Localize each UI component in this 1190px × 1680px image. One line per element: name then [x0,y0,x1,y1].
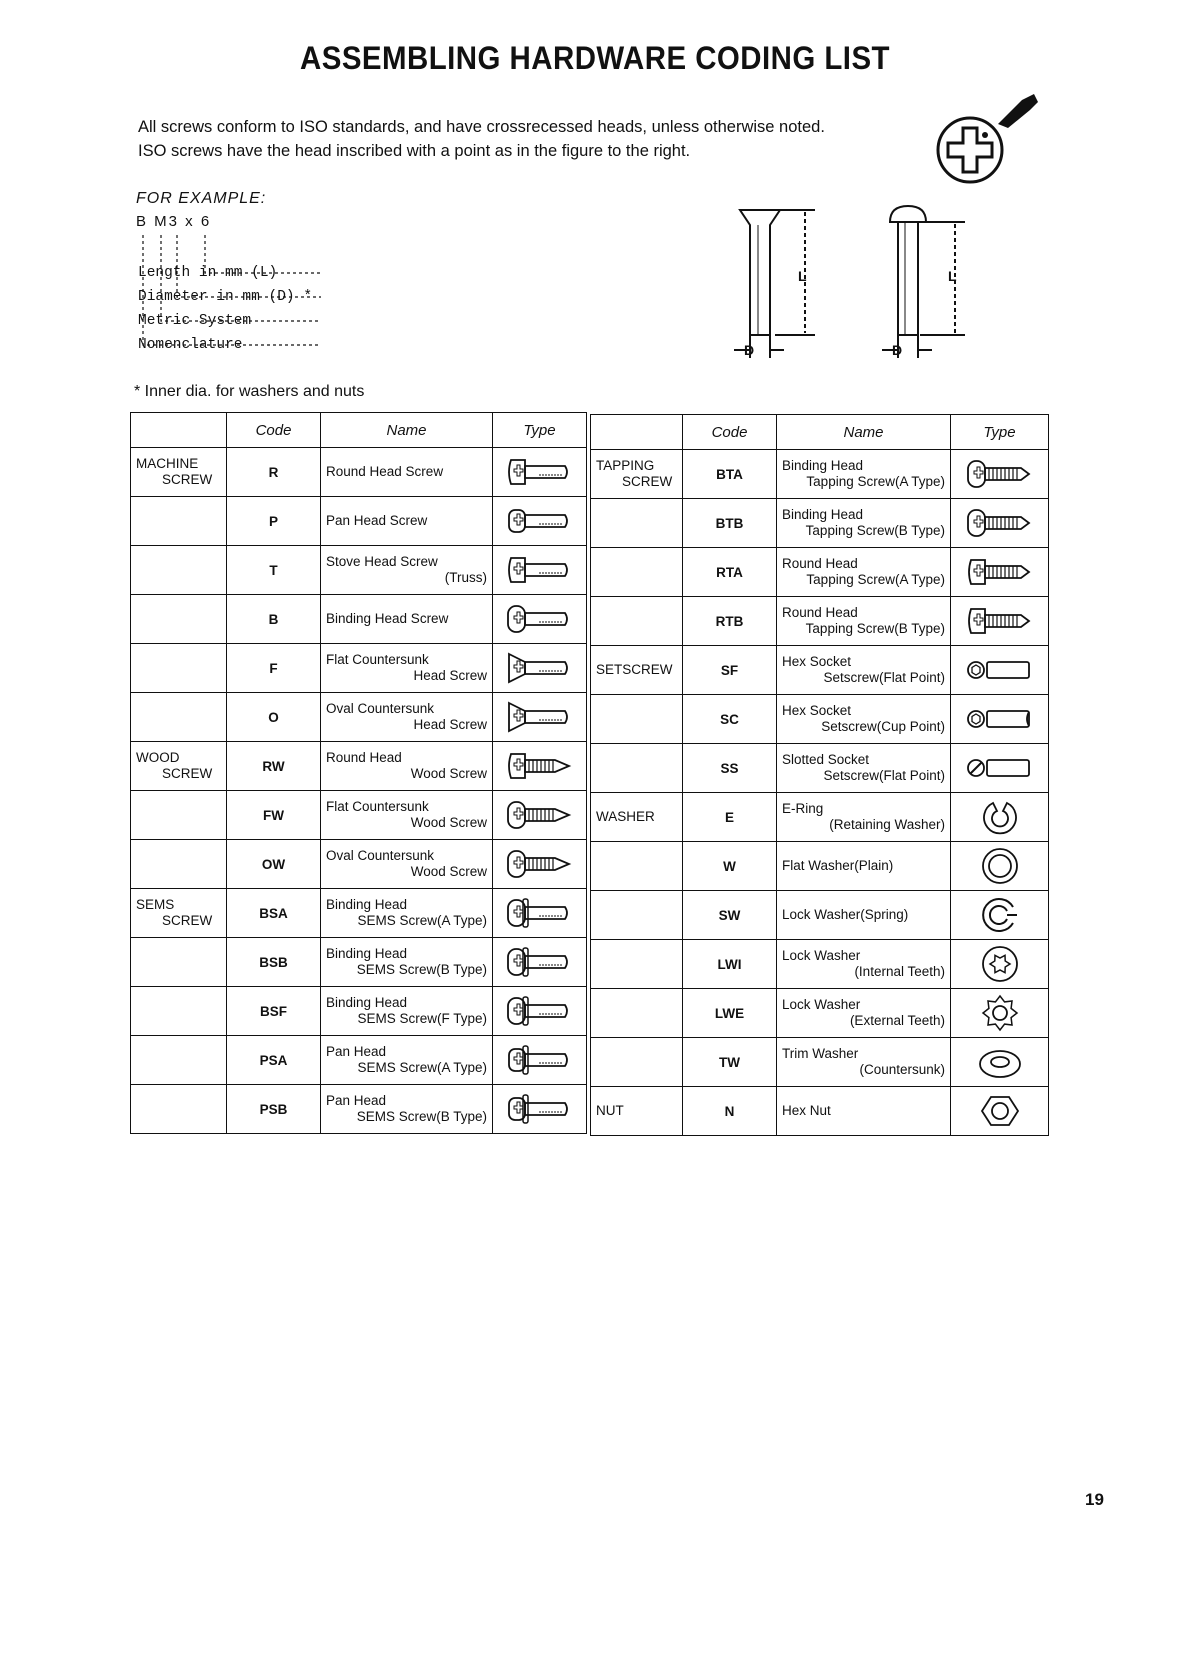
name-cell [777,744,951,793]
category-line-2: SCREW [622,474,673,489]
tapping-screw-a-icon [951,454,1048,494]
name-line-1: Binding Head [326,897,408,913]
header-category [591,415,683,450]
name-line-1: Binding Head [782,507,864,523]
table-row [131,1036,587,1085]
oval-countersunk-screw-icon [493,697,586,737]
type-cell [493,595,587,644]
name-line-2: Wood Screw [410,864,487,879]
code-cell: O [227,693,321,742]
header-code: Code [227,413,321,448]
intro-line-1: All screws conform to ISO standards, and have crossrecessed heads, unless otherwise noted. [138,118,825,136]
round-tapping-screw-a-icon [951,552,1048,592]
name-cell [321,497,493,546]
code-cell: BSB [227,938,321,987]
table-row [591,597,1049,646]
category-line-1: SETSCREW [596,662,673,678]
name-line-1: Pan Head [326,1093,387,1109]
name-cell [777,450,951,499]
pan-sems-screw-a-icon [493,1040,586,1080]
sems-screw-a-icon [493,893,586,933]
category-cell [131,987,227,1036]
name-cell [777,842,951,891]
code-cell: BSA [227,889,321,938]
code-cell: PSA [227,1036,321,1085]
name-cell [321,791,493,840]
iso-head-icon [930,88,1050,188]
table-row [591,891,1049,940]
name-line-1: Pan Head Screw [326,513,428,529]
sems-screw-f-icon [493,991,586,1031]
external-tooth-washer-icon [951,993,1048,1033]
legend-metric: Metric System [138,313,252,329]
name-line-2: Tapping Screw(A Type) [806,474,945,489]
hex-nut-icon [951,1091,1048,1131]
table-header-row [131,413,587,448]
code-cell: P [227,497,321,546]
oval-countersunk-wood-screw-icon [493,844,586,884]
e-ring-icon [951,797,1048,837]
intro-line-2: ISO screws have the head inscribed with a point as in the figure to the right. [138,142,691,160]
name-line-2: Setscrew(Flat Point) [823,768,945,783]
header-category [131,413,227,448]
code-cell: T [227,546,321,595]
trim-washer-icon [951,1042,1048,1082]
category-cell [591,450,683,499]
table-row [591,744,1049,793]
name-cell [777,1087,951,1136]
category-line-1: MACHINE [136,456,199,472]
hex-setscrew-cup-icon [951,699,1048,739]
code-cell: FW [227,791,321,840]
code-cell: SW [683,891,777,940]
name-cell [777,1038,951,1087]
name-line-2: SEMS Screw(A Type) [357,913,487,928]
table-header-row [591,415,1049,450]
code-cell: RW [227,742,321,791]
type-cell [493,644,587,693]
diameter-label-1: D [744,342,755,358]
table-row [131,448,587,497]
type-cell [951,499,1049,548]
code-cell: B [227,595,321,644]
name-line-1: Round Head Screw [326,464,444,480]
header-type: Type [493,413,587,448]
type-cell [951,793,1049,842]
type-cell [951,940,1049,989]
name-line-1: Binding Head [326,995,408,1011]
category-cell [591,646,683,695]
name-line-2: (Countersunk) [859,1062,945,1077]
table-row [131,1085,587,1134]
type-cell [493,448,587,497]
category-line-1: WOOD [136,750,180,766]
binding-head-screw-icon [493,599,586,639]
code-cell: F [227,644,321,693]
code-cell: SF [683,646,777,695]
table-row [131,742,587,791]
type-cell [951,597,1049,646]
category-cell [131,1036,227,1085]
table-row [131,938,587,987]
table-row [131,546,587,595]
internal-tooth-washer-icon [951,944,1048,984]
name-cell [321,889,493,938]
name-line-1: Oval Countersunk [326,848,435,864]
name-cell [321,595,493,644]
category-cell [591,548,683,597]
category-line-2: SCREW [162,472,213,487]
code-cell: E [683,793,777,842]
name-line-2: Setscrew(Flat Point) [823,670,945,685]
name-line-2: (Truss) [444,570,487,585]
name-cell [777,989,951,1038]
table-row [131,497,587,546]
category-cell [131,693,227,742]
table-row [591,989,1049,1038]
name-line-1: Flat Countersunk [326,652,429,668]
example-code: B M3 x 6 [136,213,212,230]
code-cell: LWI [683,940,777,989]
name-line-1: Stove Head Screw [326,554,438,570]
type-cell [951,646,1049,695]
category-cell [591,891,683,940]
code-cell: RTA [683,548,777,597]
name-line-2: SEMS Screw(A Type) [357,1060,487,1075]
type-cell [951,1087,1049,1136]
header-code: Code [683,415,777,450]
flat-countersunk-screw-icon [493,648,586,688]
spring-lock-washer-icon [951,895,1048,935]
category-cell [591,793,683,842]
type-cell [493,1085,587,1134]
footnote: * Inner dia. for washers and nuts [134,383,365,400]
name-cell [321,938,493,987]
pan-sems-screw-b-icon [493,1089,586,1129]
type-cell [493,987,587,1036]
table-row [591,793,1049,842]
name-line-2: Tapping Screw(A Type) [806,572,945,587]
pan-head-screw-icon [493,501,586,541]
slotted-setscrew-icon [951,748,1048,788]
category-cell [131,595,227,644]
name-line-1: Pan Head [326,1044,387,1060]
name-line-1: E-Ring [782,801,824,817]
category-cell [591,842,683,891]
length-label-2: L [948,268,957,284]
name-line-2: SEMS Screw(F Type) [357,1011,487,1026]
code-cell: LWE [683,989,777,1038]
table-row [591,646,1049,695]
table-row [591,842,1049,891]
table-row [591,499,1049,548]
name-line-2: SEMS Screw(B Type) [356,1109,487,1124]
table-row [131,644,587,693]
name-line-2: (Internal Teeth) [854,964,945,979]
name-line-1: Hex Nut [782,1103,831,1119]
name-line-1: Slotted Socket [782,752,870,768]
table-row [591,548,1049,597]
category-cell [131,938,227,987]
type-cell [951,989,1049,1038]
table-row [591,450,1049,499]
name-cell [321,644,493,693]
flat-washer-icon [951,846,1048,886]
code-cell: SC [683,695,777,744]
code-cell: BTA [683,450,777,499]
name-line-2: Wood Screw [410,766,487,781]
flat-countersunk-wood-screw-icon [493,795,586,835]
name-cell [777,548,951,597]
category-cell [131,448,227,497]
name-line-2: SEMS Screw(B Type) [356,962,487,977]
table-row [131,889,587,938]
name-line-1: Binding Head [782,458,864,474]
name-line-1: Round Head [326,750,402,766]
name-cell [321,840,493,889]
name-cell [321,546,493,595]
category-cell [591,744,683,793]
name-line-2: Head Screw [413,668,487,683]
name-line-2: Tapping Screw(B Type) [805,621,945,636]
type-cell [493,791,587,840]
legend-length: Length in mm (L) [138,265,278,281]
table-row [131,987,587,1036]
table-row [591,1038,1049,1087]
category-cell [591,940,683,989]
type-cell [493,546,587,595]
table-row [591,695,1049,744]
name-line-1: Round Head [782,556,858,572]
name-cell [321,1036,493,1085]
type-cell [493,693,587,742]
name-line-1: Round Head [782,605,858,621]
name-line-1: Hex Socket [782,703,852,719]
type-cell [951,450,1049,499]
category-cell [131,497,227,546]
type-cell [493,742,587,791]
name-cell [321,448,493,497]
screw-dimension-diagram [720,200,980,370]
code-cell: PSB [227,1085,321,1134]
type-cell [493,938,587,987]
name-line-2: Head Screw [413,717,487,732]
type-cell [951,548,1049,597]
name-line-1: Lock Washer [782,948,861,964]
name-cell [777,793,951,842]
name-cell [777,499,951,548]
name-line-2: (Retaining Washer) [829,817,945,832]
category-cell [131,791,227,840]
type-cell [493,497,587,546]
code-cell: N [683,1087,777,1136]
code-cell: SS [683,744,777,793]
hex-setscrew-flat-icon [951,650,1048,690]
round-head-wood-screw-icon [493,746,586,786]
type-cell [951,1038,1049,1087]
code-cell: BSF [227,987,321,1036]
type-cell [493,889,587,938]
category-line-1: NUT [596,1103,624,1119]
name-line-1: Binding Head Screw [326,611,449,627]
name-line-2: Wood Screw [410,815,487,830]
type-cell [493,840,587,889]
type-cell [951,891,1049,940]
header-type: Type [951,415,1049,450]
name-cell [777,891,951,940]
name-cell [321,742,493,791]
name-cell [777,695,951,744]
name-cell [777,646,951,695]
name-line-1: Hex Socket [782,654,852,670]
example-label: FOR EXAMPLE: [136,190,267,207]
name-line-1: Trim Washer [782,1046,859,1062]
category-cell [591,695,683,744]
table-row [591,940,1049,989]
name-cell [777,597,951,646]
name-line-1: Flat Countersunk [326,799,429,815]
legend-diameter: Diameter in mm (D) * [138,289,313,305]
length-label-1: L [798,268,807,284]
right-coding-table [590,414,1049,1136]
table-row [131,840,587,889]
table-row [591,1087,1049,1136]
category-cell [131,1085,227,1134]
legend-nomenclature: Nomenclature [138,337,243,353]
category-cell [591,1038,683,1087]
category-line-2: SCREW [162,766,213,781]
round-head-screw-icon [493,452,586,492]
round-tapping-screw-b-icon [951,601,1048,641]
sems-screw-b-icon [493,942,586,982]
diameter-label-2: D [892,342,903,358]
tapping-screw-b-icon [951,503,1048,543]
table-row [131,693,587,742]
name-line-1: Lock Washer [782,997,861,1013]
code-cell: OW [227,840,321,889]
type-cell [951,842,1049,891]
name-line-1: Oval Countersunk [326,701,435,717]
type-cell [951,744,1049,793]
stove-head-screw-icon [493,550,586,590]
name-line-1: Flat Washer(Plain) [782,858,894,874]
category-cell [131,546,227,595]
page-number: 19 [1085,1490,1104,1509]
category-line-1: TAPPING [596,458,655,474]
code-cell: R [227,448,321,497]
table-row [131,595,587,644]
category-cell [131,840,227,889]
left-coding-table [130,412,587,1134]
name-cell [321,1085,493,1134]
name-cell [321,987,493,1036]
category-cell [591,1087,683,1136]
type-cell [951,695,1049,744]
category-cell [131,644,227,693]
name-line-1: Lock Washer(Spring) [782,907,909,923]
header-name: Name [321,413,493,448]
page-title: ASSEMBLING HARDWARE CODING LIST [300,40,890,76]
category-cell [591,989,683,1038]
category-cell [131,742,227,791]
name-line-2: Setscrew(Cup Point) [821,719,945,734]
category-cell [131,889,227,938]
name-line-1: Binding Head [326,946,408,962]
code-cell: W [683,842,777,891]
table-row [131,791,587,840]
category-cell [591,499,683,548]
category-line-1: SEMS [136,897,175,913]
type-cell [493,1036,587,1085]
name-line-2: Tapping Screw(B Type) [805,523,945,538]
code-cell: RTB [683,597,777,646]
code-cell: BTB [683,499,777,548]
name-line-2: (External Teeth) [849,1013,945,1028]
code-cell: TW [683,1038,777,1087]
name-cell [777,940,951,989]
header-name: Name [777,415,951,450]
name-cell [321,693,493,742]
category-cell [591,597,683,646]
category-line-2: SCREW [162,913,213,928]
category-line-1: WASHER [596,809,655,825]
